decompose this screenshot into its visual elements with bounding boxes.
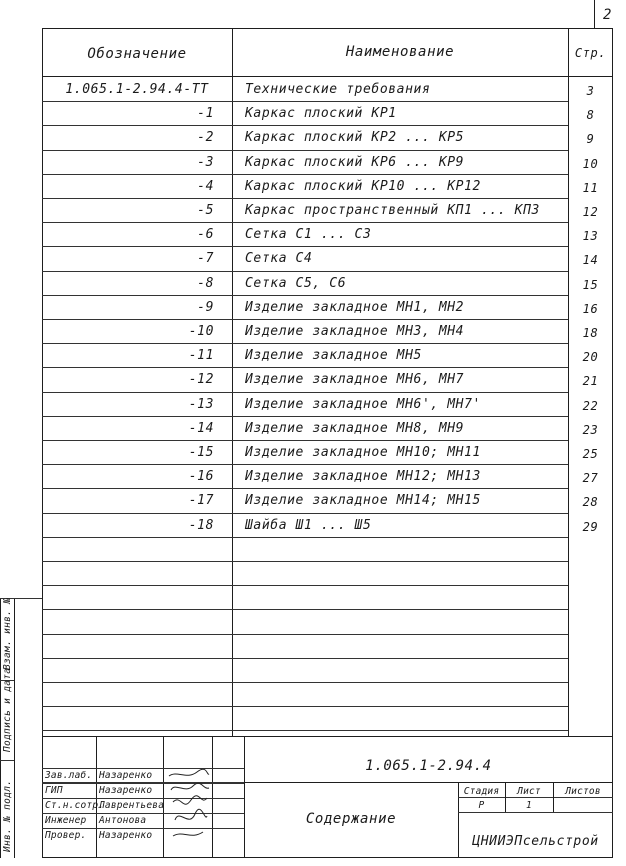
side-stamp [0,598,42,858]
stamp-top-line [42,736,613,737]
row-page: 11 [582,180,599,195]
stamp-person-line [42,783,244,784]
row-designation: -12 [188,372,214,388]
sheet-number: 2 [603,7,613,23]
stamp-person-role: Инженер [45,815,87,826]
row-line [42,367,568,368]
row-line [42,222,568,223]
document-title: Содержание [305,811,397,827]
side-stamp-outer-line [0,598,1,858]
row-name: Изделие закладное МН6', МН7' [245,396,481,412]
stage-label: Стадия [463,786,500,797]
row-line [42,174,568,175]
row-name: Технические требования [245,82,431,97]
row-designation: -2 [197,130,214,146]
header-name: Наименование [345,44,455,60]
stamp-person-name: Лаврентьева [99,800,165,811]
row-line [42,488,568,489]
row-line [42,246,568,247]
stamp-person-name: Антонова [99,815,147,826]
row-page: 29 [582,519,599,534]
row-name: Каркас пространственный КП1 ... КП3 [245,203,540,218]
stamp-person-line [42,828,244,829]
row-designation: -11 [188,348,214,364]
row-designation: -1 [197,106,214,122]
row-name: Каркас плоский КР6 ... КР9 [245,154,465,170]
row-name: Изделие закладное МН3, МН4 [245,324,465,339]
row-designation: -15 [188,445,214,460]
row-designation: 1.065.1-2.94.4-ТТ [65,82,209,97]
row-line [42,682,568,683]
row-designation: -8 [197,275,214,291]
row-name: Изделие закладное МН1, МН2 [245,299,465,315]
row-designation: -7 [197,251,214,267]
document-code: 1.065.1-2.94.4 [365,758,492,774]
row-name: Изделие закладное МН8, МН9 [245,420,465,436]
row-page: 22 [582,398,599,413]
stamp-person-line [42,813,244,814]
sheet-value: 1 [526,800,532,811]
row-line [42,101,568,102]
row-page: 15 [582,277,599,292]
row-page: 9 [586,132,595,147]
sheet-frame [42,28,613,858]
row-page: 28 [582,495,599,510]
row-name: Каркас плоский КР10 ... КР12 [245,178,481,194]
row-page: 16 [582,301,599,316]
stamp-code-bottom-line [244,782,613,783]
stamp-person-role: Зав.лаб. [45,770,93,781]
row-designation: -4 [197,178,214,194]
row-designation: -9 [197,299,214,315]
row-name: Сетка С4 [245,251,313,267]
row-name: Изделие закладное МН6, МН7 [245,372,465,388]
stamp-grid-line-1 [42,768,244,769]
row-line [42,464,568,465]
row-line [42,271,568,272]
row-designation: -13 [188,396,214,412]
row-name: Сетка С1 ... С3 [245,227,372,243]
row-designation: -17 [188,493,214,509]
stamp-person-line [42,798,244,799]
row-designation: -16 [188,469,214,485]
row-name: Изделие закладное МН12; МН13 [245,469,481,485]
stamp-person-name: Назаренко [99,830,153,841]
label-sign-date: Подпись и дата [2,667,13,752]
row-page: 8 [586,108,595,123]
signature-scribbles [163,768,213,858]
row-line [42,319,568,320]
row-line [42,513,568,514]
stamp-person-name: Назаренко [99,770,153,781]
row-line [42,125,568,126]
row-designation: -6 [197,227,214,243]
row-line [42,634,568,635]
sheet-number-divider [594,0,595,28]
sheet-label: Лист [517,786,541,797]
row-page: 20 [582,350,599,365]
row-designation: -3 [197,154,214,170]
row-name: Каркас плоский КР2 ... КР5 [245,130,465,146]
row-page: 23 [582,422,599,437]
row-line [42,295,568,296]
side-stamp-inner-line [14,598,15,858]
stage-row-line-1 [458,797,613,798]
stage-row-line-2 [458,812,613,813]
row-page: 3 [586,84,595,98]
row-page: 27 [582,471,599,486]
row-name: Изделие закладное МН10; МН11 [245,445,481,460]
row-line [42,198,568,199]
row-line [42,150,568,151]
organization: ЦНИИЭПсельстрой [472,834,599,849]
label-inv-orig: Инв. № подл. [2,779,13,852]
row-designation: -10 [188,324,214,339]
row-line [42,706,568,707]
row-line [42,561,568,562]
row-name: Изделие закладное МН5 [245,348,422,364]
header-bottom-line [42,76,613,77]
row-name: Сетка С5, С6 [245,275,347,291]
row-name: Изделие закладное МН14; МН15 [245,493,481,509]
row-page: 12 [582,205,599,219]
row-page: 25 [582,447,599,461]
row-line [42,585,568,586]
stamp-person-role: Ст.н.сотр. [45,800,105,811]
row-designation: -14 [188,420,214,436]
row-line [42,537,568,538]
column-divider-designation [232,28,233,736]
row-line [42,416,568,417]
row-page: 10 [582,156,599,171]
header-page: Стр. [574,46,607,60]
row-line [42,658,568,659]
row-line [42,343,568,344]
stage-value: Р [478,800,485,811]
row-name: Каркас плоский КР1 [245,106,397,122]
row-designation: -18 [188,517,214,533]
stamp-role-divider [96,736,97,858]
stamp-divider-main [244,736,245,858]
row-page: 21 [582,374,599,389]
header-designation: Обозначение [87,46,187,62]
row-line [42,730,568,731]
label-vzam-inv: Взам. инв. № [2,597,13,670]
stamp-person-role: Провер. [45,830,87,841]
row-page: 13 [582,229,599,244]
side-stamp-sep-2 [0,760,14,761]
row-line [42,440,568,441]
stamp-person-role: ГИП [45,785,63,796]
sheets-label: Листов [565,786,601,797]
row-page: 18 [582,326,599,340]
row-name: Шайба Ш1 ... Ш5 [245,517,372,533]
row-designation: -5 [197,203,214,218]
row-line [42,392,568,393]
row-line [42,609,568,610]
row-page: 14 [582,253,599,268]
stamp-person-name: Назаренко [99,785,153,796]
